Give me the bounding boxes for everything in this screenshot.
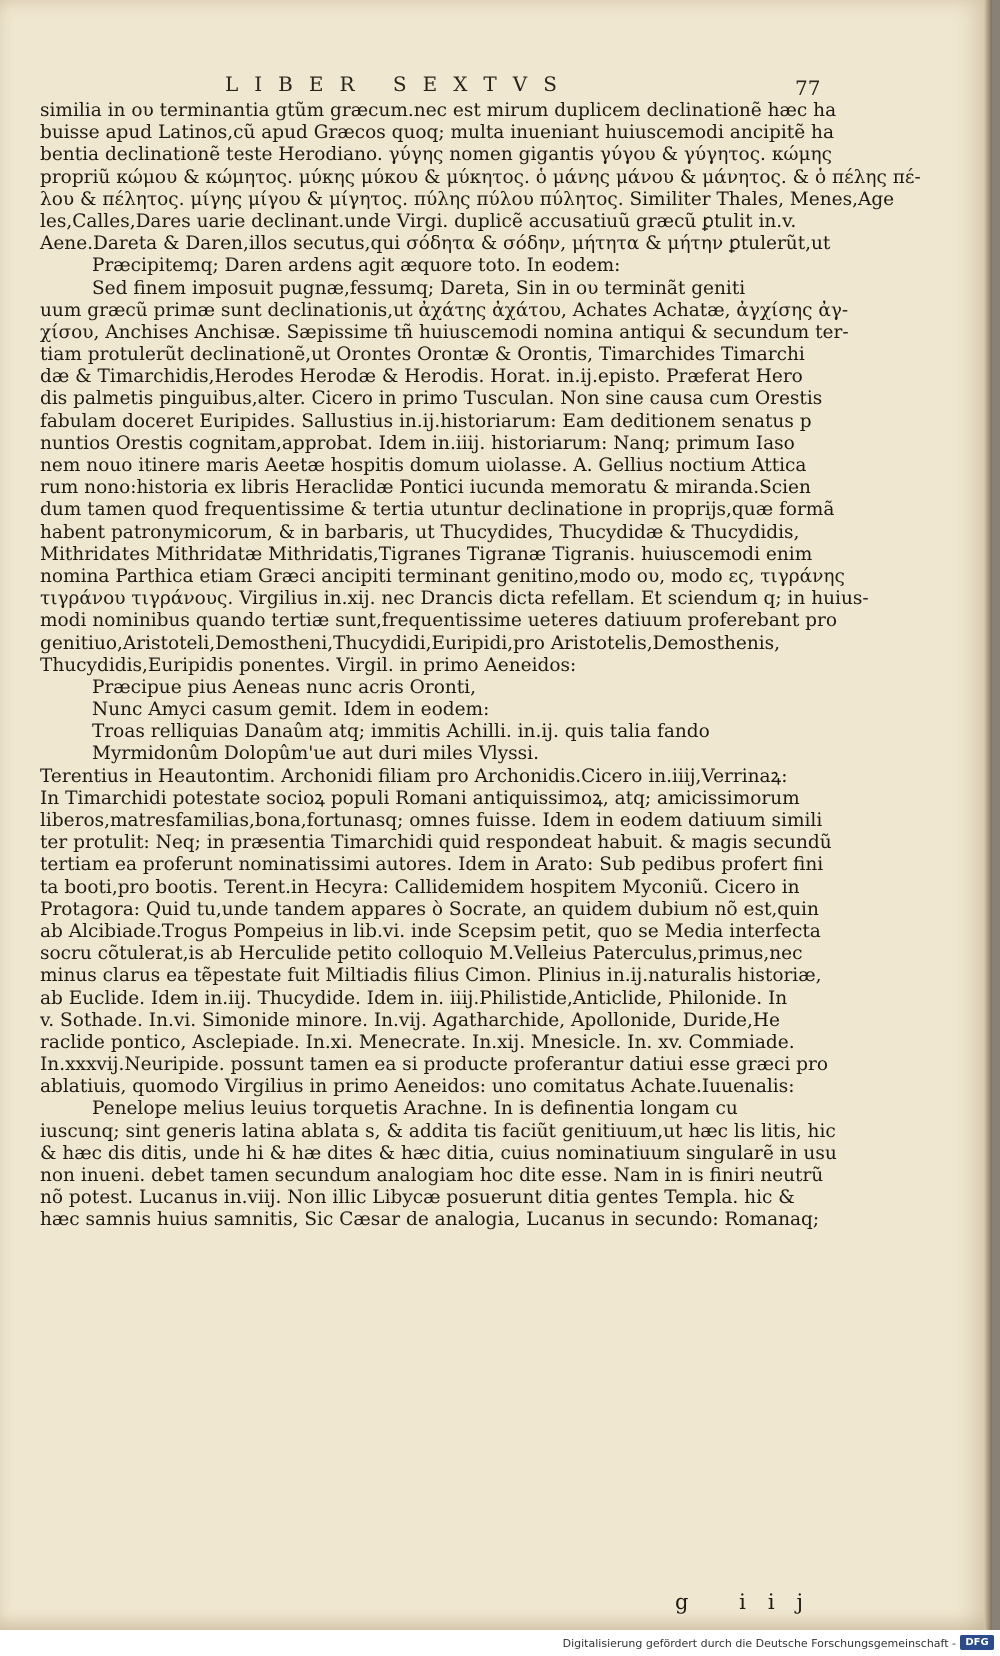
text-line: nuntios Orestis cognitam,approbat. Idem in.iiij. historiarum: Nanq; primum Iaso bbox=[40, 432, 795, 454]
text-line: nõ potest. Lucanus in.viij. Non illic Libycæ posuerunt ditia gentes Templa. hic & bbox=[40, 1187, 795, 1209]
text-line: tertiam ea proferunt nominatissimi autores. Idem in Arato: Sub pedibus profert fini bbox=[40, 854, 824, 876]
text-line: dis palmetis pinguibus,alter. Cicero in primo Tusculan. Non sine causa cum Orestis bbox=[40, 388, 823, 410]
text-line: dæ & Timarchidis,Herodes Herodæ & Herodis. Horat. in.ij.episto. Præferat Hero bbox=[40, 366, 803, 388]
text-line: Præcipue pius Aeneas nunc acris Oronti, bbox=[92, 676, 476, 698]
text-line: socru cõtulerat,is ab Herculide petito colloquio M.Velleius Paterculus,primus,nec bbox=[40, 943, 803, 965]
text-line: similia in ου terminantia gtũm græcum.nec est mirum duplicem declinationẽ hæc ha bbox=[40, 100, 837, 121]
text-line: Thucydidis,Euripidis ponentes. Virgil. in primo Aeneidos: bbox=[40, 654, 577, 676]
text-line: Mithridates Mithridatæ Mithridatis,Tigranes Tigranæ Tigranis. huiuscemodi enim bbox=[40, 543, 813, 565]
signature-mark: g iij bbox=[675, 1590, 826, 1614]
text-line: uum græcũ primæ sunt declinationis,ut ἀχάτης ἀχάτου, Achates Achatæ, ἀγχίσης ἀγ- bbox=[40, 299, 849, 321]
text-line: Nunc Amyci casum gemit. Idem in eodem: bbox=[92, 699, 490, 721]
text-line: bentia declinationẽ teste Herodiano. γύγης nomen gigantis γύγου & γύγητος. κώμης bbox=[40, 144, 832, 166]
digitization-credit: Digitalisierung gefördert durch die Deutsche Forschungsgemeinschaft - bbox=[562, 1637, 956, 1650]
text-line: Myrmidonûm Dolopûm'ue aut duri miles Vlyssi. bbox=[92, 743, 539, 765]
body-text bbox=[40, 100, 921, 1232]
text-line: τιγράνου τιγράνους. Virgilius in.xij. nec Drancis dicta refellam. Et sciendum q; in huius- bbox=[40, 588, 869, 610]
text-line: Terentius in Heautontim. Archonidi filiam pro Archonidis.Cicero in.iiij,Verrinaꝝ: bbox=[40, 765, 788, 787]
text-line: Aene.Dareta & Daren,illos secutus,qui σόδητα & σόδην, μήτητα & μήτην ꝑtulerũt,ut bbox=[40, 233, 831, 255]
text-line: In Timarchidi potestate socioꝝ populi Romani antiquissimoꝝ, atq; amicissimorum bbox=[40, 787, 800, 809]
text-line: nem nouo itinere maris Aeetæ hospitis domum uiolasse. A. Gellius noctium Attica bbox=[40, 455, 807, 476]
text-line: iuscunq; sint generis latina ablata s, & addita tis faciũt genitiuum,ut hæc lis litis, hic bbox=[40, 1120, 836, 1142]
text-line: raclide pontico, Asclepiade. In.xi. Menecrate. In.xij. Mnesicle. In. xv. Commiade. bbox=[40, 1031, 795, 1053]
text-line: modi nominibus quando tertiæ sunt,frequentissime ueteres datiuum proferebant pro bbox=[40, 610, 837, 632]
text-line: v. Sothade. In.vi. Simonide minore. In.vij. Agatharchide, Apollonide, Duride,He bbox=[40, 1009, 780, 1031]
page-edge-shadow bbox=[984, 0, 992, 1630]
text-line: habent patronymicorum, & in barbaris, ut Thucydides, Thucydidæ & Thucydidis, bbox=[40, 521, 800, 543]
text-line: Sed finem imposuit pugnæ,fessumq; Dareta, Sin in ου terminãt geniti bbox=[92, 277, 746, 299]
text-line: liberos,matresfamilias,bona,fortunasq; omnes fuisse. Idem in eodem datiuum simili bbox=[40, 810, 823, 831]
text-line: & hæc dis ditis, unde hi & hæ dites & hæc ditia, cuius nominatiuum singularẽ in usu bbox=[40, 1142, 837, 1164]
page-number: 77 bbox=[795, 76, 821, 100]
text-line: nomina Parthica etiam Græci ancipiti terminant genitino,modo ου, modο ες, τιγράνης bbox=[40, 565, 845, 587]
text-line: Protagora: Quid tu,unde tandem appares ò Socrate, an quidem dubium nõ est,quin bbox=[40, 898, 819, 920]
text-line: propriũ κώμου & κώμητος. μύκης μύκου & μύκητος. ὁ μάνης μάνου & μάνητος. & ὁ πέλης πέ- bbox=[40, 166, 921, 188]
text-line: minus clarus ea tẽpestate fuit Miltiadis filius Cimon. Plinius in.ij.naturalis historiæ, bbox=[40, 965, 822, 987]
running-title: LIBER SEXTVS bbox=[225, 72, 573, 96]
text-line: ta booti,pro bootis. Terent.in Hecyra: Callidemidem hospitem Myconiũ. Cicero in bbox=[40, 876, 800, 898]
text-line: fabulam doceret Euripides. Sallustius in.ij.historiarum: Eam deditionem senatus p bbox=[40, 410, 812, 432]
text-line: ab Euclide. Idem in.iij. Thucydide. Idem in. iiij.Philistide,Anticlide, Philonide. In bbox=[40, 987, 788, 1009]
text-line: Penelope melius leuius torquetis Arachne. In is definentia longam cu bbox=[92, 1098, 738, 1120]
text-line: dum tamen quod frequentissime & tertia utuntur declinatione in proprijs,quæ formã bbox=[40, 499, 835, 521]
text-line: Præcipitemq; Daren ardens agit æquore toto. In eodem: bbox=[92, 255, 621, 277]
text-line: χίσου, Anchises Anchisæ. Sæpissime tñ huiuscemodi nomina antiqui & secundum ter- bbox=[40, 321, 849, 343]
text-line: ter protulit: Neq; in præsentia Timarchidi quid respondeat habuit. & magis secundũ bbox=[40, 832, 832, 854]
text-line: tiam protulerũt declinationẽ,ut Orontes Orontæ & Orontis, Timarchides Timarchi bbox=[40, 344, 805, 366]
text-line: rum nono:historia ex libris Heraclidæ Pontici iucunda memoratu & miranda.Scien bbox=[40, 477, 811, 499]
text-line: In.xxxvij.Neuripide. possunt tamen ea si producte proferantur datiui esse græci pro bbox=[40, 1054, 828, 1076]
dfg-logo[interactable]: DFG bbox=[960, 1635, 994, 1650]
text-line: ab Alcibiade.Trogus Pompeius in lib.vi. inde Scepsim petit, quo se Media interfecta bbox=[40, 920, 821, 942]
text-line: buisse apud Latinos,cũ apud Græcos quoq; multa inueniant huiuscemodi ancipitẽ ha bbox=[40, 122, 834, 144]
text-line: λου & πέλητος. μίγης μίγου & μίγητος. πύλης πύλου πύλητος. Similiter Thales, Menes,Age bbox=[40, 188, 895, 210]
text-line: genitiuo,Aristoteli,Demostheni,Thucydidi,Euripidi,pro Aristotelis,Demosthenis, bbox=[40, 632, 781, 654]
text-line: Troas relliquias Danaûm atq; immitis Achilli. in.ij. quis talia fando bbox=[92, 721, 710, 743]
text-line: ablatiuis, quomodo Virgilius in primo Aeneidos: uno comitatus Achate.Iuuenalis: bbox=[40, 1076, 795, 1098]
text-line: les,Calles,Dares uarie declinant.unde Virgi. duplicẽ accusatiuũ græcũ ꝑtulit in.v. bbox=[40, 210, 797, 232]
text-line: hæc samnis huius samnitis, Sic Cæsar de analogia, Lucanus in secundo: Romanaq; bbox=[40, 1209, 820, 1231]
text-line: non inueni. debet tamen secundum analogiam hoc dite esse. Nam in is finiri neutrũ bbox=[40, 1165, 824, 1186]
